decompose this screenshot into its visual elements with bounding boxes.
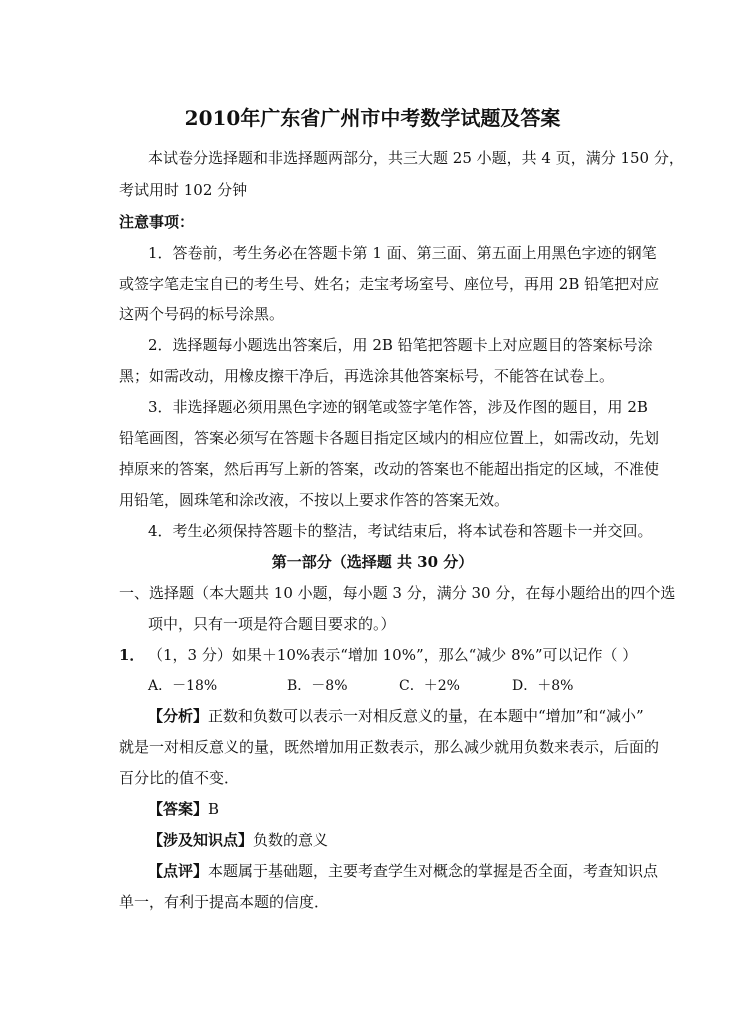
question-1-number: 1．: [119, 646, 145, 664]
question-1-option-a: A．－18%: [148, 678, 218, 694]
comment-line-1: [148, 861, 658, 881]
note-3-line-4: 用铅笔，圆珠笔和涂改液，不按以上要求作答的答案无效。: [119, 491, 510, 509]
analysis-line-2: 就是一对相反意义的量，既然增加用正数表示，那么减少就用负数来表示，后面的: [119, 738, 660, 756]
intro-line-1: 本试卷分选择题和非选择题两部分，共三大题 25 小题，共 4 页，满分 150 分，: [148, 149, 684, 167]
knowledge-value: 负数的意义: [253, 831, 329, 849]
analysis-text-1: 正数和负数可以表示一对相反意义的量，在本题中“增加”和“减小”: [208, 707, 644, 725]
knowledge-tag: 【涉及知识点】: [148, 831, 254, 849]
question-1-option-c: C．＋2%: [399, 678, 460, 694]
note-3-line-3: 掉原来的答案，然后再写上新的答案，改动的答案也不能超出指定的区域，不准使: [119, 460, 660, 478]
question-1-option-d: D．＋8%: [512, 678, 574, 694]
note-1-line-2: 或签字笔走宝自已的考生号、姓名；走宝考场室号、座位号，再用 2B 铅笔把对应: [119, 275, 660, 293]
section-1-line-2: 项中，只有一项是符合题目要求的。）: [148, 615, 396, 633]
note-1-line-3: 这两个号码的标号涂黑。: [119, 305, 285, 323]
analysis-tag: 【分析】: [148, 707, 209, 725]
note-2-line-1: 2．选择题每小题选出答案后，用 2B 铅笔把答题卡上对应题目的答案标号涂: [148, 336, 653, 354]
page-title: 2010年广东省广州市中考数学试题及答案: [184, 106, 561, 130]
answer-tag: 【答案】: [148, 800, 209, 818]
answer-line: [148, 799, 219, 819]
comment-tag: 【点评】: [148, 862, 209, 880]
answer-value: B: [208, 800, 220, 818]
knowledge-line: [148, 830, 328, 850]
note-4-line-1: 4．考生必须保持答题卡的整洁，考试结束后，将本试卷和答题卡一并交回。: [148, 522, 653, 540]
question-1-option-b: B．－8%: [287, 678, 348, 694]
section-1-line-1: 一、选择题（本大题共 10 小题，每小题 3 分，满分 30 分，在每小题给出的四个选: [119, 584, 676, 602]
question-1-stem: （1，3 分）如果＋10%表示“增加 10%”，那么“减少 8%”可以记作（ ）: [148, 646, 638, 664]
comment-line-2: 单一，有利于提高本题的信度．: [119, 893, 330, 911]
notes-heading: 注意事项：: [119, 213, 195, 231]
note-3-line-2: 铅笔画图，答案必须写在答题卡各题目指定区域内的相应位置上，如需改动，先划: [119, 429, 660, 447]
note-1-line-1: 1．答卷前，考生务必在答题卡第 1 面、第三面、第五面上用黑色字迹的钢笔: [148, 244, 657, 262]
analysis-line-1: [148, 706, 644, 726]
analysis-line-3: 百分比的值不变．: [119, 769, 240, 787]
intro-line-2: 考试用时 102 分钟: [119, 181, 248, 199]
comment-text-1: 本题属于基础题，主要考查学生对概念的掌握是否全面，考查知识点: [208, 862, 659, 880]
part-1-heading: 第一部分（选择题 共 30 分）: [271, 553, 474, 571]
note-3-line-1: 3．非选择题必须用黑色字迹的钢笔或签字笔作答，涉及作图的题目，用 2B: [148, 398, 648, 416]
note-2-line-2: 黑；如需改动，用橡皮擦干净后，再选涂其他答案标号，不能答在试卷上。: [119, 367, 615, 385]
